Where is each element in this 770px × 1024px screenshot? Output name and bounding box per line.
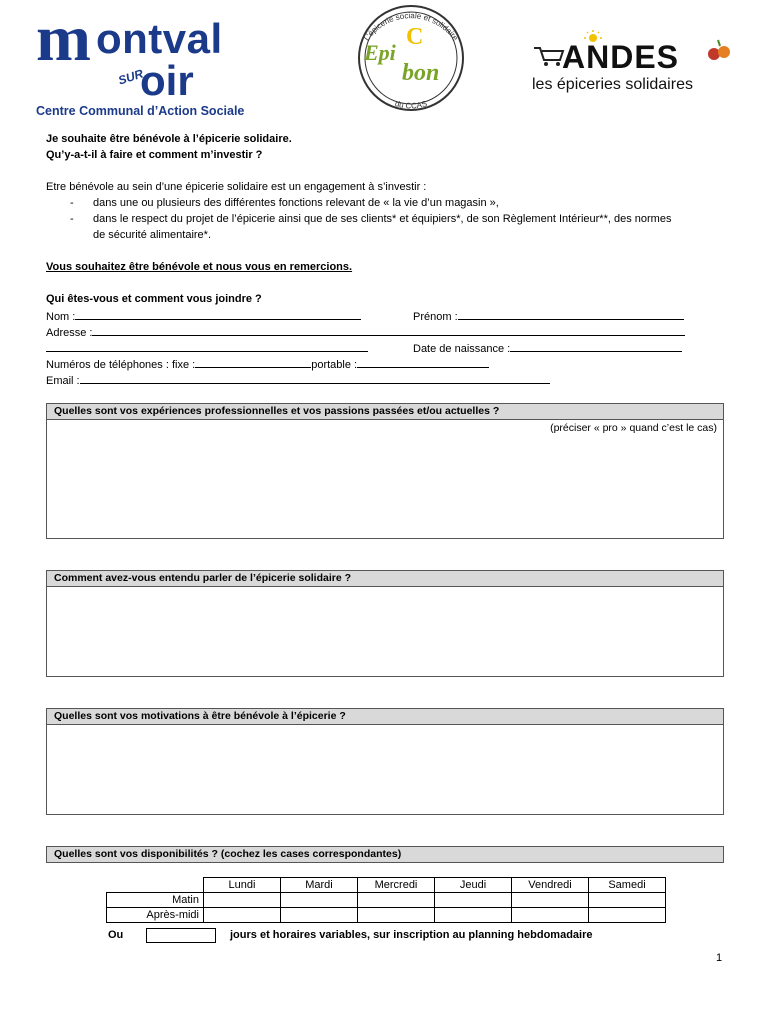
naissance-row [413,340,682,356]
andes-subtitle: les épiceries solidaires [532,76,693,93]
adresse-label: Adresse : [46,327,93,339]
tel-fixe-label: Numéros de téléphones : fixe : [46,359,196,371]
experiences-section [46,403,724,539]
bullet-1-text: dans une ou plusieurs des différentes fonctions relevant de « la vie d’un magasin », [93,197,499,209]
day-header-mercredi: Mercredi [358,878,435,893]
intro-lead: Etre bénévole au sein d’une épicerie solidaire est un engagement à s’investir : [46,181,427,193]
naissance-label: Date de naissance : [413,343,511,355]
checkbox-cell-samedi-apres-midi[interactable] [589,908,666,923]
prenom-label: Prénom : [413,311,458,323]
montval-sur-loir-logo [36,2,276,120]
variable-schedule-text: jours et horaires variables, sur inscription au planning hebdomadaire [230,929,593,941]
adresse-row [46,324,685,340]
montval-logo-m: m [36,2,91,75]
andes-wordmark: ANDES [562,39,680,75]
tel-portable-field[interactable] [357,356,489,368]
checkbox-cell-lundi-apres-midi[interactable] [204,908,281,923]
bullet-2-text-line2: de sécurité alimentaire*. [93,229,212,241]
source-section [46,570,724,677]
adresse-field-line2[interactable] [46,340,368,352]
nom-label: Nom : [46,311,76,323]
bullet-2-text-line1: dans le respect du projet de l’épicerie ainsi que de ses clients* et équipiers*, de son Règlement Intérieur**, des normes [93,213,672,225]
motivations-section [46,708,724,815]
ou-label: Ou [108,929,124,941]
montval-logo-ontval: ontval [96,15,223,62]
row-label-apres-midi: Après-midi [107,908,204,923]
epicbon-accent-c: C [406,24,424,50]
motivations-title: Quelles sont vos motivations à être bénévole à l’épicerie ? [47,709,723,725]
bullet-marker-1: - [70,197,74,209]
checkbox-cell-vendredi-apres-midi[interactable] [512,908,589,923]
source-title: Comment avez-vous entendu parler de l’épicerie solidaire ? [47,571,723,587]
intro-title-1: Je souhaite être bénévole à l’épicerie solidaire. [46,133,292,145]
epicbon-top-arc-text: L’épicerie sociale et solidaire [362,11,460,43]
table-row [107,908,666,923]
availability-section [46,846,724,863]
epicbon-word-bon: bon [402,60,440,86]
experiences-note: (préciser « pro » quand c’est le cas) [550,422,717,434]
tel-portable-label: portable : [311,359,358,371]
montval-logo-sur: SUR [116,66,145,88]
checkbox-cell-samedi-matin[interactable] [589,893,666,908]
page-number: 1 [716,952,723,964]
andes-logo [524,30,744,102]
nom-row [46,308,361,324]
checkbox-cell-lundi-matin[interactable] [204,893,281,908]
nom-field[interactable] [75,308,361,320]
table-header-row [107,878,666,893]
checkbox-cell-mardi-matin[interactable] [281,893,358,908]
email-row [46,372,550,388]
intro-title-2: Qu’y-a-t-il à faire et comment m’investir ? [46,149,263,161]
epicbon-word-epi: Epi [364,40,396,65]
day-header-jeudi: Jeudi [435,878,512,893]
checkbox-cell-vendredi-matin[interactable] [512,893,589,908]
checkbox-cell-mercredi-apres-midi[interactable] [358,908,435,923]
source-answer-area[interactable] [47,587,723,676]
experiences-title: Quelles sont vos expériences professionnelles et vos passions passées et/ou actuelles ? [47,404,723,420]
montval-logo-loir: oir [140,57,194,104]
prenom-row [413,308,684,324]
identity-heading: Qui êtes-vous et comment vous joindre ? [46,293,262,305]
adresse-line2-row [46,340,368,356]
telephone-row [46,356,489,372]
row-label-matin: Matin [107,893,204,908]
epicbon-logo-emblem [346,2,476,112]
email-label: Email : [46,375,80,387]
table-row [107,893,666,908]
day-header-samedi: Samedi [589,878,666,893]
svg-text:du CCAS [394,99,428,110]
checkbox-cell-mardi-apres-midi[interactable] [281,908,358,923]
tel-fixe-field[interactable] [195,356,311,368]
checkbox-cell-jeudi-matin[interactable] [435,893,512,908]
checkbox-cell-jeudi-apres-midi[interactable] [435,908,512,923]
adresse-field-line1[interactable] [92,324,685,336]
epicbon-logo [346,2,476,112]
email-field[interactable] [80,372,550,384]
experiences-answer-area[interactable] [47,420,723,538]
variable-schedule-checkbox[interactable] [146,928,216,943]
prenom-field[interactable] [458,308,684,320]
day-header-mardi: Mardi [281,878,358,893]
cart-icon [532,44,566,68]
day-header-vendredi: Vendredi [512,878,589,893]
table-corner [107,878,204,893]
ccas-subtitle: Centre Communal d’Action Sociale [36,104,245,118]
naissance-field[interactable] [510,340,682,352]
day-header-lundi: Lundi [204,878,281,893]
checkbox-cell-mercredi-matin[interactable] [358,893,435,908]
vegetables-icon [704,36,734,66]
motivations-answer-area[interactable] [47,725,723,814]
bullet-marker-2: - [70,213,74,225]
availability-table [106,877,666,923]
epicbon-bottom-arc-text: du CCAS [393,99,429,111]
availability-title: Quelles sont vos disponibilités ? (cochez les cases correspondantes) [47,847,723,862]
thanks-line: Vous souhaitez être bénévole et nous vous en remercions. [46,261,353,273]
